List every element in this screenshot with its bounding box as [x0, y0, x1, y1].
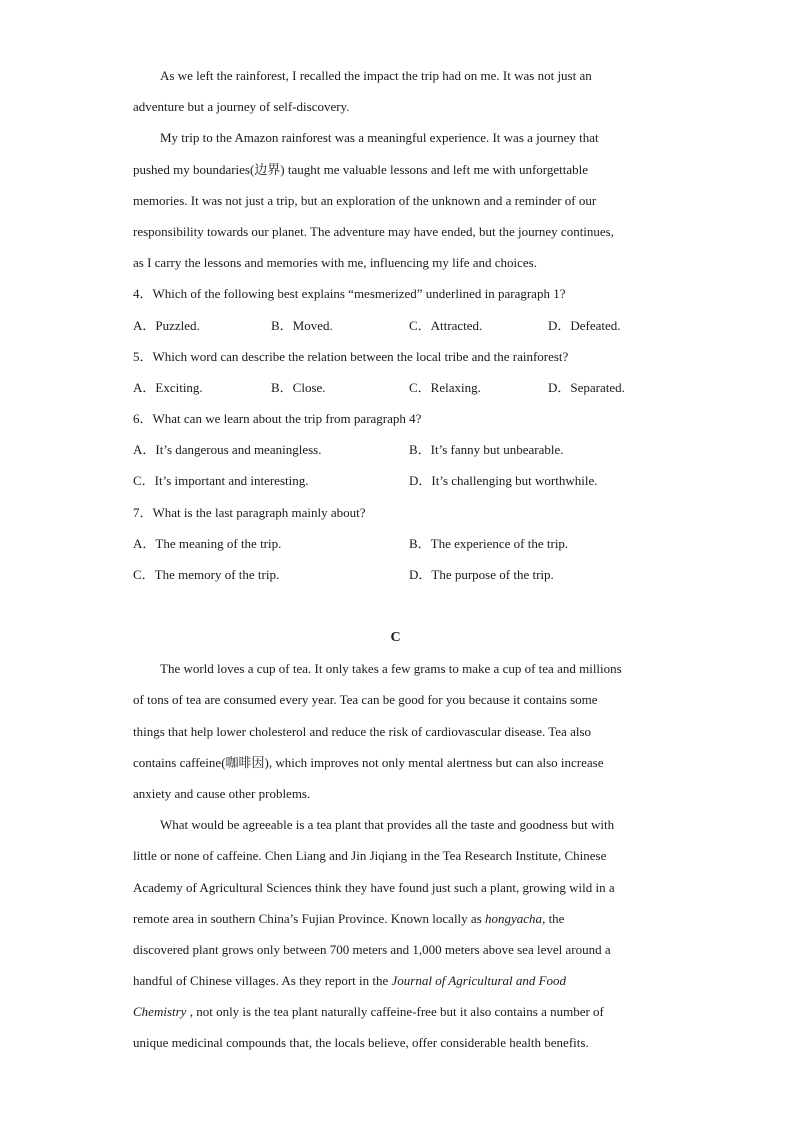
- text-run: , not only is the tea plant naturally caffeine-free but it also contains a number of: [186, 1004, 604, 1020]
- paragraph-line: As we left the rainforest, I recalled the impact the trip had on me. It was not just an: [160, 68, 592, 83]
- option-a: A．The meaning of the trip.: [133, 535, 282, 551]
- option-c: C．Relaxing.: [409, 379, 481, 395]
- paragraph-line: [133, 903, 658, 934]
- question-6-options-row2: [133, 465, 658, 496]
- text-run: , the: [542, 910, 565, 926]
- option-d: D．Defeated.: [548, 317, 621, 333]
- option-d: D．Separated.: [548, 379, 625, 395]
- paragraph-line: responsibility towards our planet. The adventure may have ended, but the journey continues,: [133, 223, 614, 239]
- journal-title: Journal of Agricultural and Food: [391, 973, 567, 989]
- option-b: B．Close.: [271, 379, 326, 395]
- option-d: D．It’s challenging but worthwhile.: [409, 473, 598, 489]
- paragraph-line: things that help lower cholesterol and reduce the risk of cardiovascular disease. Tea also: [133, 723, 592, 739]
- paragraph-line: memories. It was not just a trip, but an exploration of the unknown and a reminder of our: [133, 192, 597, 208]
- option-a: A．Puzzled.: [133, 317, 200, 333]
- question-5-stem: 5．Which word can describe the relation between the local tribe and the rainforest?: [133, 348, 569, 364]
- question-7-options-row2: [133, 559, 658, 590]
- paragraph-line: contains caffeine(咖啡因), which improves not only mental alertness but can also increase: [133, 754, 604, 770]
- paragraph-line: adventure but a journey of self-discovery.: [133, 99, 350, 115]
- paragraph-line: What would be agreeable is a tea plant that provides all the taste and goodness but with: [160, 817, 615, 833]
- option-a: A．It’s dangerous and meaningless.: [133, 442, 322, 458]
- paragraph-line: Academy of Agricultural Sciences think they have found just such a plant, growing wild in a: [133, 879, 615, 895]
- question-4-stem: 4．Which of the following best explains “mesmerized” underlined in paragraph 1?: [133, 286, 566, 302]
- paragraph-line: The world loves a cup of tea. It only takes a few grams to make a cup of tea and millions: [160, 661, 622, 677]
- paragraph-line: pushed my boundaries(边界) taught me valuable lessons and left me with unforgettable: [133, 161, 589, 177]
- question-6-stem: 6．What can we learn about the trip from paragraph 4?: [133, 411, 422, 427]
- paragraph-line: anxiety and cause other problems.: [133, 785, 311, 801]
- question-7-stem: 7．What is the last paragraph mainly about?: [133, 504, 366, 520]
- text-run: handful of Chinese villages. As they report in the: [133, 973, 392, 989]
- paragraph-line: as I carry the lessons and memories with me, influencing my life and choices.: [133, 255, 537, 271]
- paragraph-line: unique medicinal compounds that, the locals believe, offer considerable health benefits.: [133, 1035, 589, 1051]
- option-b: B．Moved.: [271, 317, 333, 333]
- question-5-options: [133, 372, 658, 403]
- option-d: D．The purpose of the trip.: [409, 567, 554, 582]
- section-heading: C: [390, 630, 401, 646]
- option-c: C．It’s important and interesting.: [133, 473, 309, 489]
- option-c: C．Attracted.: [409, 317, 483, 333]
- journal-title: Chemistry: [133, 1004, 187, 1020]
- paragraph-line: discovered plant grows only between 700 meters and 1,000 meters above sea level around a: [133, 941, 611, 957]
- option-a: A．Exciting.: [133, 379, 203, 395]
- paragraph-line: little or none of caffeine. Chen Liang and Jin Jiqiang in the Tea Research Institute, Chinese: [133, 848, 607, 864]
- paragraph-line: My trip to the Amazon rainforest was a meaningful experience. It was a journey that: [160, 130, 599, 146]
- option-c: C．The memory of the trip.: [133, 567, 280, 582]
- italic-term: hongyacha: [485, 910, 543, 926]
- option-b: B．The experience of the trip.: [409, 535, 569, 551]
- question-4-options: [133, 310, 658, 341]
- option-b: B．It’s fanny but unbearable.: [409, 442, 564, 458]
- question-6-options-row1: [133, 434, 658, 465]
- text-run: remote area in southern China’s Fujian Province. Known locally as: [133, 910, 486, 926]
- paragraph-line: [133, 996, 658, 1027]
- question-7-options-row1: [133, 528, 658, 559]
- paragraph-line: [133, 965, 658, 996]
- document-page: [133, 60, 658, 1059]
- paragraph-line: of tons of tea are consumed every year. Tea can be good for you because it contains some: [133, 692, 598, 708]
